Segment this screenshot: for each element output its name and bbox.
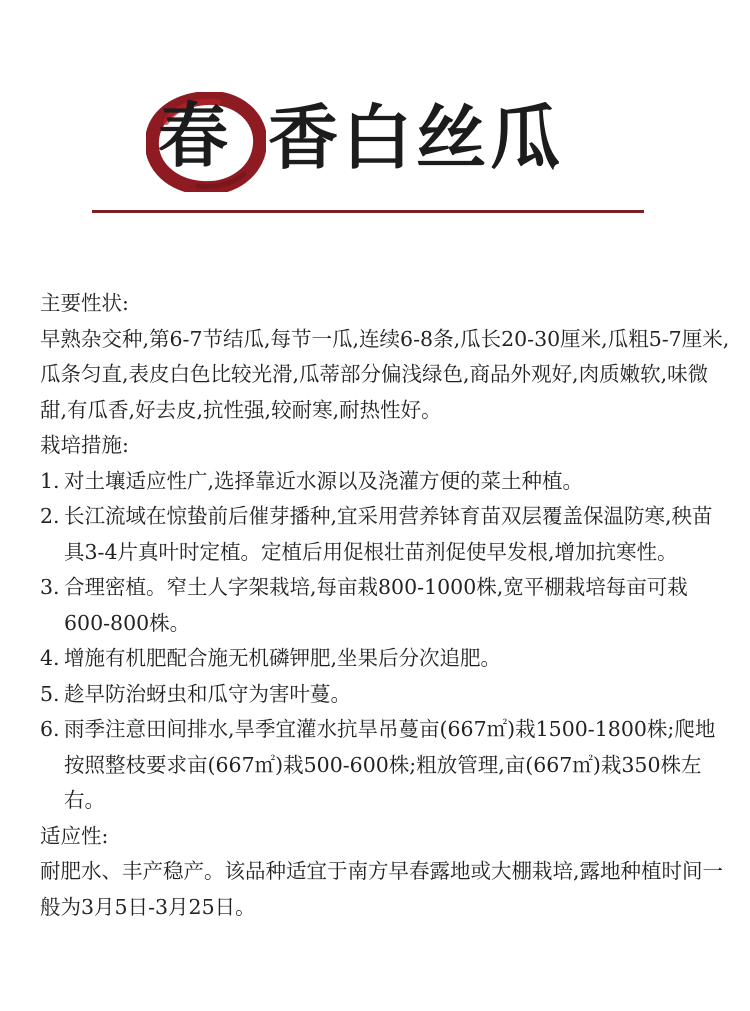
list-item (40, 712, 730, 819)
list-item (40, 641, 730, 677)
list-item-number: 2. (40, 504, 60, 528)
cultivation-list (40, 464, 730, 819)
list-item-text: 趁早防治蚜虫和瓜守为害叶蔓。 (64, 681, 351, 706)
list-item (40, 464, 730, 500)
section-heading-cultivation: 栽培措施: (40, 433, 129, 457)
section-text-traits: 早熟杂交种,第6-7节结瓜,每节一瓜,连续6-8条,瓜长20-30厘米,瓜粗5-7厘米,瓜条匀直,表皮白色比较光滑,瓜蒂部分偏浅绿色,商品外观好,肉质嫩软,味微甜,有瓜香,好去皮,抗性强,较耐寒,耐热性好。 (40, 326, 730, 422)
content (40, 286, 730, 925)
list-item-number: 3. (40, 575, 60, 599)
section-text-adaptability: 耐肥水、丰产稳产。该品种适宜于南方早春露地或大棚栽培,露地种植时间一般为3月5日-3月25日。 (40, 859, 724, 919)
list-item-text: 雨季注意田间排水,旱季宜灌水抗旱吊蔓亩(667㎡)栽1500-1800株;爬地按照整枝要求亩(667㎡)栽500-600株;粗放管理,亩(667㎡)栽350株左右。 (64, 717, 716, 812)
list-item-number: 4. (40, 646, 60, 670)
list-item-text: 合理密植。窄土人字架栽培,每亩栽800-1000株,宽平棚栽培每亩可栽600-800株。 (64, 575, 688, 635)
page-title: 香白丝瓜 (268, 96, 564, 179)
list-item-text: 增施有机肥配合施无机磷钾肥,坐果后分次追肥。 (64, 646, 502, 670)
list-item-number: 5. (40, 681, 60, 706)
header (0, 0, 750, 230)
list-item-text: 对土壤适应性广,选择靠近水源以及浇灌方便的菜土种植。 (64, 468, 584, 493)
list-item-number: 1. (40, 468, 60, 493)
section-heading-adaptability: 适应性: (40, 823, 109, 848)
list-item (40, 677, 730, 713)
section-heading-traits: 主要性状: (40, 291, 129, 315)
list-item (40, 570, 730, 641)
title-first-char: 春 (158, 94, 228, 177)
list-item-number: 6. (40, 717, 60, 741)
list-item-text: 长江流域在惊蛰前后催芽播种,宜采用营养钵育苗双层覆盖保温防寒,秧苗具3-4片真叶时定植。定植后用促根壮苗剂促使早发根,增加抗寒性。 (64, 504, 713, 564)
list-item (40, 499, 730, 570)
title-divider (92, 210, 644, 213)
